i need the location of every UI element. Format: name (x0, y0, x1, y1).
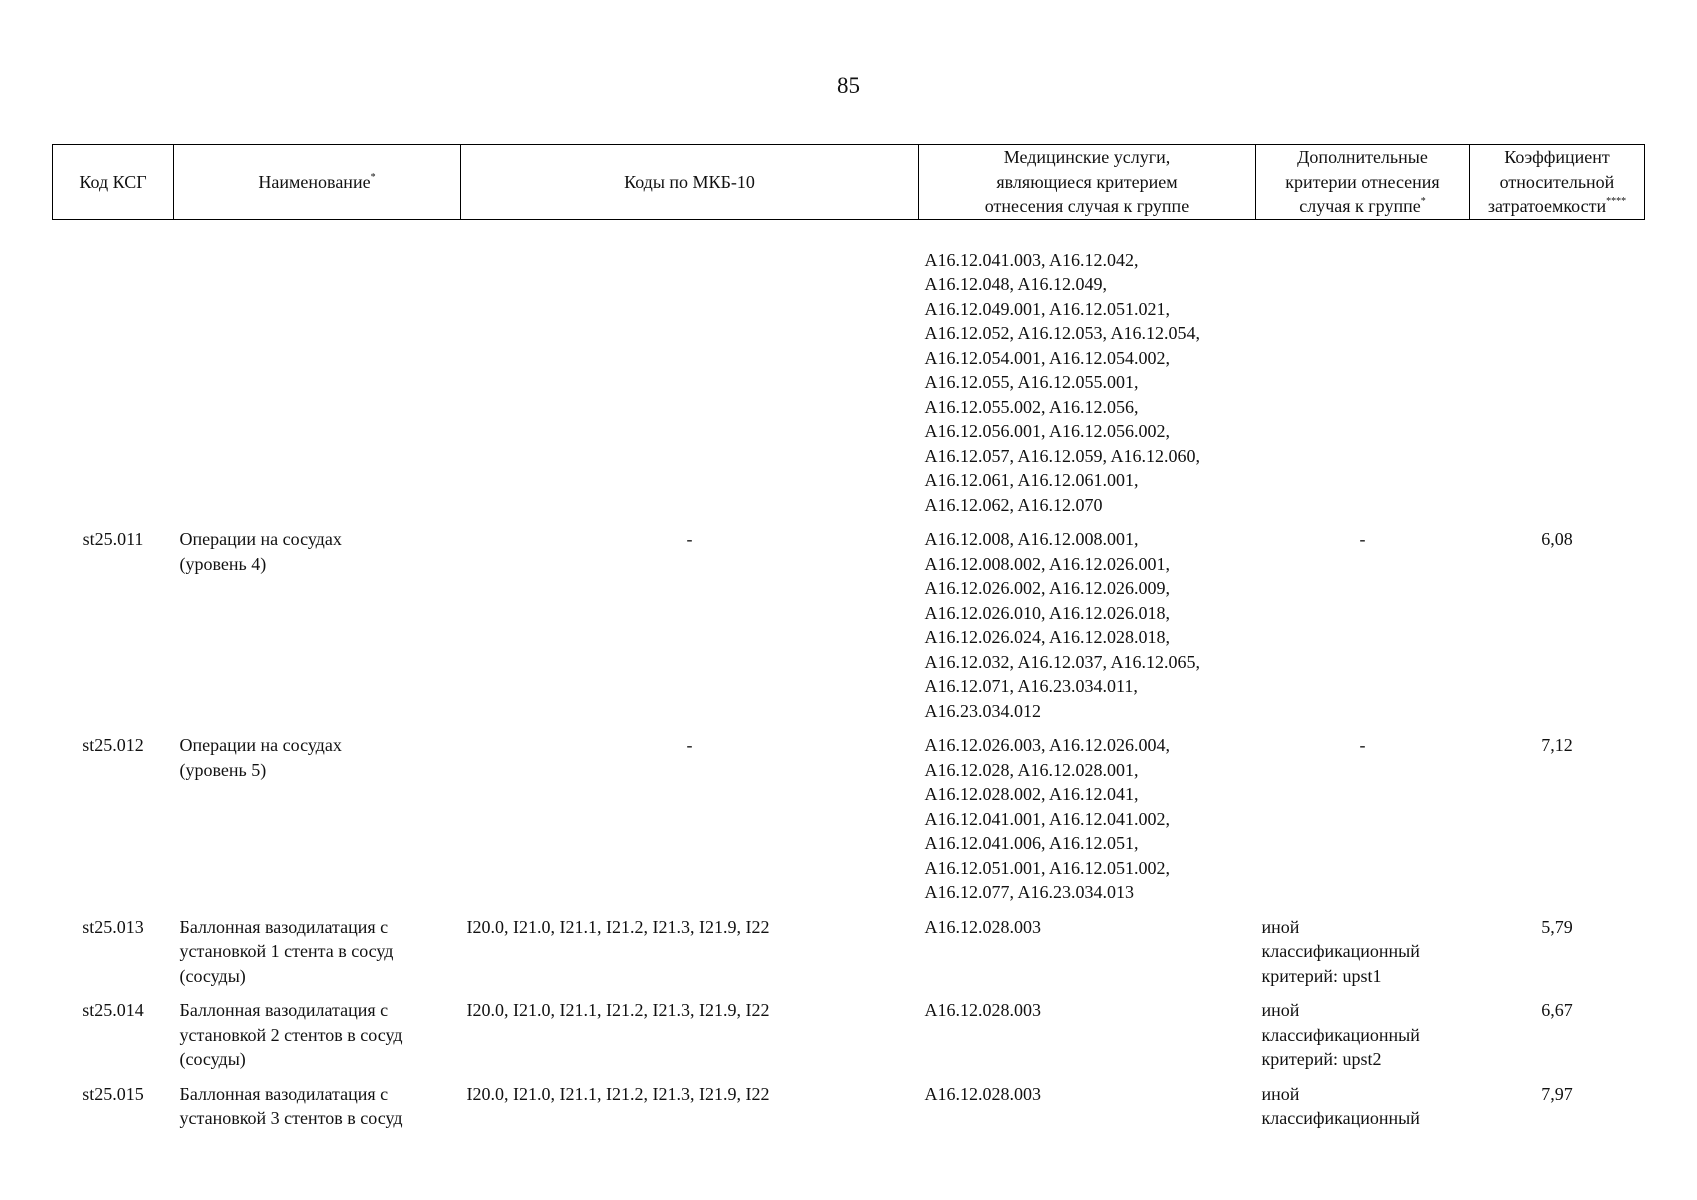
cell-line: Баллонная вазодилатация с (179, 916, 389, 937)
mkb-codes-cell: I20.0, I21.0, I21.1, I21.2, I21.3, I21.9, I22 (466, 916, 770, 937)
medical-services-cell (919, 915, 1256, 989)
cell-line: классификационный (1261, 941, 1420, 961)
header-medical-services: Медицинские услуги, являющиеся критерием отнесения случая к группе (919, 145, 1256, 220)
name-cell (174, 527, 461, 723)
name-cell (174, 1082, 461, 1131)
cell-line: A16.12.054.001, A16.12.054.002, (924, 347, 1171, 368)
cost-coefficient-cell: 6,67 (1541, 1000, 1573, 1020)
cell-line: A16.12.052, A16.12.053, A16.12.054, (924, 323, 1201, 343)
cell-line: (уровень 5) (179, 759, 267, 780)
name-cell (174, 733, 461, 905)
cell-line: A16.12.062, A16.12.070 (924, 494, 1103, 515)
cell-line: A16.12.028.003 (924, 1083, 1041, 1104)
cell-line: классификационный (1261, 1108, 1420, 1128)
mkb-codes-cell (461, 248, 919, 518)
cost-coefficient-cell: 7,12 (1541, 735, 1573, 755)
cell-line: A16.12.055, A16.12.055.001, (924, 372, 1139, 392)
cell-line: иной (1261, 916, 1300, 937)
ksg-code-cell: st25.014 (82, 1000, 144, 1020)
cell-line: (уровень 4) (179, 553, 267, 574)
cell-line: иной (1261, 1083, 1300, 1104)
cell-line: A16.12.048, A16.12.049, (924, 274, 1108, 294)
mkb-codes-cell: - (686, 529, 693, 549)
medical-services-cell (919, 248, 1256, 518)
page-number: 85 (837, 73, 860, 98)
additional-criteria-cell (1256, 915, 1470, 989)
cell-line: A16.12.049.001, A16.12.051.021, (924, 298, 1171, 319)
additional-criteria-cell (1256, 1082, 1470, 1131)
cell-line: A16.12.026.010, A16.12.026.018, (924, 602, 1171, 623)
cost-coefficient-cell (1470, 248, 1645, 518)
cell-line: A16.12.051.001, A16.12.051.002, (924, 857, 1171, 878)
header-additional-criteria: Дополнительные критерии отнесения случая к группе* (1256, 145, 1470, 220)
ksg-code-cell: st25.015 (82, 1083, 144, 1104)
cost-coefficient-cell: 7,97 (1541, 1083, 1573, 1104)
additional-criteria-cell (1256, 733, 1470, 905)
cell-line: A16.12.028.002, A16.12.041, (924, 784, 1139, 804)
ksg-code-cell: st25.011 (82, 529, 144, 549)
medical-services-cell (919, 527, 1256, 723)
header-cost-coefficient: Коэффициент относительной затратоемкости**** (1470, 145, 1645, 220)
header-mkb-codes: Коды по МКБ-10 (461, 145, 919, 220)
ksg-code-cell: st25.012 (82, 735, 144, 755)
cell-line: A16.12.071, A16.23.034.011, (924, 676, 1138, 696)
cell-line: A16.12.028.003 (924, 916, 1041, 937)
cell-line: A16.12.041.001, A16.12.041.002, (924, 808, 1171, 829)
medical-services-cell (919, 733, 1256, 905)
additional-criteria-cell (1256, 527, 1470, 723)
cell-line: A16.12.008.002, A16.12.026.001, (924, 553, 1171, 574)
cell-line: A16.12.056.001, A16.12.056.002, (924, 421, 1171, 441)
table-body (53, 219, 1645, 1131)
ksg-code-cell (53, 248, 174, 518)
mkb-codes-cell: I20.0, I21.0, I21.1, I21.2, I21.3, I21.9, I22 (466, 1000, 770, 1020)
cell-line: A16.12.026.003, A16.12.026.004, (924, 735, 1171, 755)
additional-criteria-cell (1256, 998, 1470, 1072)
cell-line: A16.12.028.003 (924, 1000, 1041, 1020)
cell-line: A16.12.041.006, A16.12.051, (924, 833, 1139, 853)
cell-line: A16.12.057, A16.12.059, A16.12.060, (924, 445, 1201, 466)
cell-line: (сосуды) (179, 1049, 246, 1069)
cell-line: A16.23.034.012 (924, 700, 1041, 721)
mkb-codes-cell: I20.0, I21.0, I21.1, I21.2, I21.3, I21.9, I22 (466, 1083, 770, 1104)
cell-line: Баллонная вазодилатация с (179, 1083, 389, 1104)
cell-line: (сосуды) (179, 965, 246, 986)
table-row (53, 915, 1645, 989)
header-ksg-code: Код КСГ (53, 145, 174, 220)
cell-line: критерий: upst1 (1261, 965, 1382, 986)
additional-criteria-cell (1256, 248, 1470, 518)
cell-line: A16.12.061, A16.12.061.001, (924, 470, 1139, 490)
cell-line: критерий: upst2 (1261, 1049, 1382, 1069)
cell-line: A16.12.008, A16.12.008.001, (924, 529, 1139, 549)
cell-line: Операции на сосудах (179, 735, 342, 755)
cell-line: A16.12.028, A16.12.028.001, (924, 759, 1139, 780)
cell-line: установкой 1 стента в сосуд (179, 941, 394, 961)
cell-line: иной (1261, 1000, 1300, 1020)
cell-line: A16.12.026.002, A16.12.026.009, (924, 578, 1171, 598)
cell-line: A16.12.041.003, A16.12.042, (924, 249, 1139, 270)
cell-line: - (1359, 529, 1366, 549)
cell-line: классификационный (1261, 1024, 1420, 1045)
cell-line: - (1359, 735, 1366, 755)
cost-coefficient-cell: 5,79 (1541, 916, 1573, 937)
ksg-table (52, 144, 1645, 1131)
cell-line: установкой 3 стентов в сосуд (179, 1108, 403, 1128)
cell-line: Баллонная вазодилатация с (179, 1000, 389, 1020)
table-row (53, 733, 1645, 905)
medical-services-cell (919, 998, 1256, 1072)
cell-line: A16.12.077, A16.23.034.013 (924, 882, 1135, 902)
mkb-codes-cell: - (686, 735, 693, 755)
table-row (53, 527, 1645, 723)
ksg-code-cell: st25.013 (82, 916, 144, 937)
header-name: Наименование* (174, 145, 461, 220)
table-header-row (53, 145, 1645, 220)
cell-line: установкой 2 стентов в сосуд (179, 1024, 403, 1045)
cell-line: A16.12.032, A16.12.037, A16.12.065, (924, 651, 1201, 672)
table-row (53, 248, 1645, 518)
cell-line: A16.12.055.002, A16.12.056, (924, 396, 1139, 417)
medical-services-cell (919, 1082, 1256, 1131)
cell-line: A16.12.026.024, A16.12.028.018, (924, 627, 1171, 647)
cell-line: Операции на сосудах (179, 529, 342, 549)
name-cell (174, 915, 461, 989)
name-cell (174, 998, 461, 1072)
name-cell (174, 248, 461, 518)
table-row (53, 1082, 1645, 1131)
table-row (53, 998, 1645, 1072)
cost-coefficient-cell: 6,08 (1541, 529, 1573, 549)
